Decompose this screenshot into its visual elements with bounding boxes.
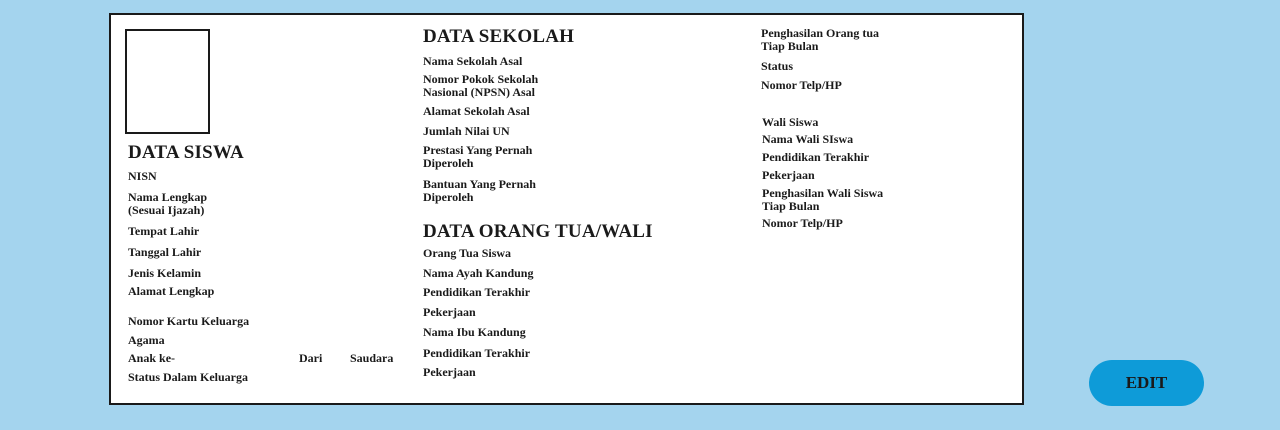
tempat-lahir-label: Tempat Lahir [128,224,200,238]
pekerjaan-ibu-label: Pekerjaan [423,365,476,379]
pekerjaan-ayah-label: Pekerjaan [423,305,476,319]
pendidikan-ayah-label: Pendidikan Terakhir [423,285,531,299]
status-keluarga-label: Status Dalam Keluarga [128,370,248,384]
penghasilan-wali-label-line1: Penghasilan Wali Siswa [762,186,884,200]
edit-button[interactable]: EDIT [1089,360,1204,406]
jenis-kelamin-label: Jenis Kelamin [128,266,202,280]
pendidikan-ibu-label: Pendidikan Terakhir [423,346,531,360]
prestasi-label-line1: Prestasi Yang Pernah [423,143,533,157]
orang-tua-siswa-label: Orang Tua Siswa [423,246,512,260]
data-sekolah-heading: DATA SEKOLAH [423,26,575,47]
tanggal-lahir-label: Tanggal Lahir [128,245,202,259]
nama-ayah-label: Nama Ayah Kandung [423,266,534,280]
alamat-lengkap-label: Alamat Lengkap [128,284,215,298]
telp-ortu-label: Nomor Telp/HP [761,78,842,92]
npsn-label-line1: Nomor Pokok Sekolah [423,72,539,86]
nama-lengkap-label-line1: Nama Lengkap [128,190,208,204]
nisn-label: NISN [128,169,157,183]
bantuan-label-line2: Diperoleh [423,190,474,204]
telp-wali-label: Nomor Telp/HP [762,216,843,230]
penghasilan-ortu-label-line1: Penghasilan Orang tua [761,26,880,40]
wali-siswa-label: Wali Siswa [762,115,819,129]
alamat-sekolah-label: Alamat Sekolah Asal [423,104,530,118]
dari-label: Dari [299,351,323,365]
nama-wali-label: Nama Wali SIswa [762,132,854,146]
nilai-un-label: Jumlah Nilai UN [423,124,510,138]
nomor-kk-label: Nomor Kartu Keluarga [128,314,250,328]
student-data-card [109,13,1024,405]
bantuan-label-line1: Bantuan Yang Pernah [423,177,536,191]
pendidikan-wali-label: Pendidikan Terakhir [762,150,870,164]
pekerjaan-wali-label: Pekerjaan [762,168,815,182]
agama-label: Agama [128,333,165,347]
penghasilan-ortu-label-line2: Tiap Bulan [761,39,819,53]
status-label: Status [761,59,794,73]
data-siswa-heading: DATA SISWA [128,142,244,163]
anak-ke-label: Anak ke- [128,351,176,365]
data-ortu-heading: DATA ORANG TUA/WALI [423,221,653,242]
penghasilan-wali-label-line2: Tiap Bulan [762,199,820,213]
nama-sekolah-label: Nama Sekolah Asal [423,54,523,68]
nama-ibu-label: Nama Ibu Kandung [423,325,526,339]
prestasi-label-line2: Diperoleh [423,156,474,170]
saudara-label: Saudara [350,351,394,365]
nama-lengkap-label-line2: (Sesuai Ijazah) [128,203,205,217]
student-photo-placeholder [125,29,210,134]
npsn-label-line2: Nasional (NPSN) Asal [423,85,536,99]
